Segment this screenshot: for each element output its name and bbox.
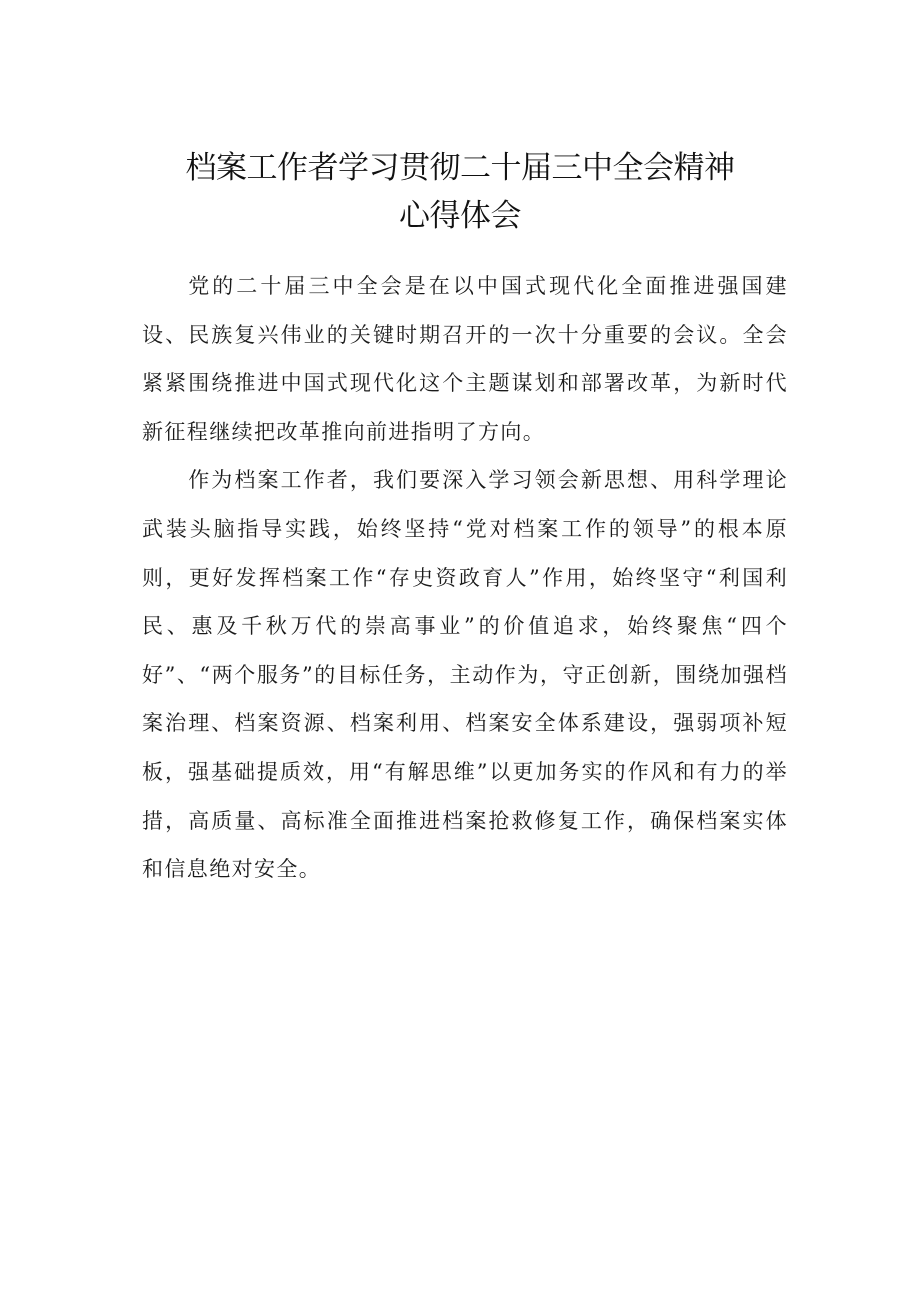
title-line-1: 档案工作者学习贯彻二十届三中全会精神 [185, 150, 735, 186]
title-line-2: 心得体会 [399, 198, 521, 234]
paragraph-1: 党的二十届三中全会是在以中国式现代化全面推进强国建设、民族复兴伟业的关键时期召开的一次十分重要的会议。全会紧紧围绕推进中国式现代化这个主题谋划和部署改革，为新时代新征程继续把改革推向前进指明了方向。 [142, 274, 788, 444]
paragraph-2: 作为档案工作者，我们要深入学习领会新思想、用科学理论武装头脑指导实践，始终坚持“党对档案工作的领导”的根本原则，更好发挥档案工作“存史资政育人”作用，始终坚守“利国利民、惠及千秋万代的崇高事业”的价值追求，始终聚焦“四个好”、“两个服务”的目标任务，主动作为，守正创新，围绕加强档案治理、档案资源、档案利用、档案安全体系建设，强弱项补短板，强基础提质效，用“有解思维”以更加务实的作风和有力的举措，高质量、高标准全面推进档案抢救修复工作，确保档案实体和信息绝对安全。 [142, 468, 788, 882]
document-body [142, 262, 788, 894]
document-title [0, 144, 920, 240]
